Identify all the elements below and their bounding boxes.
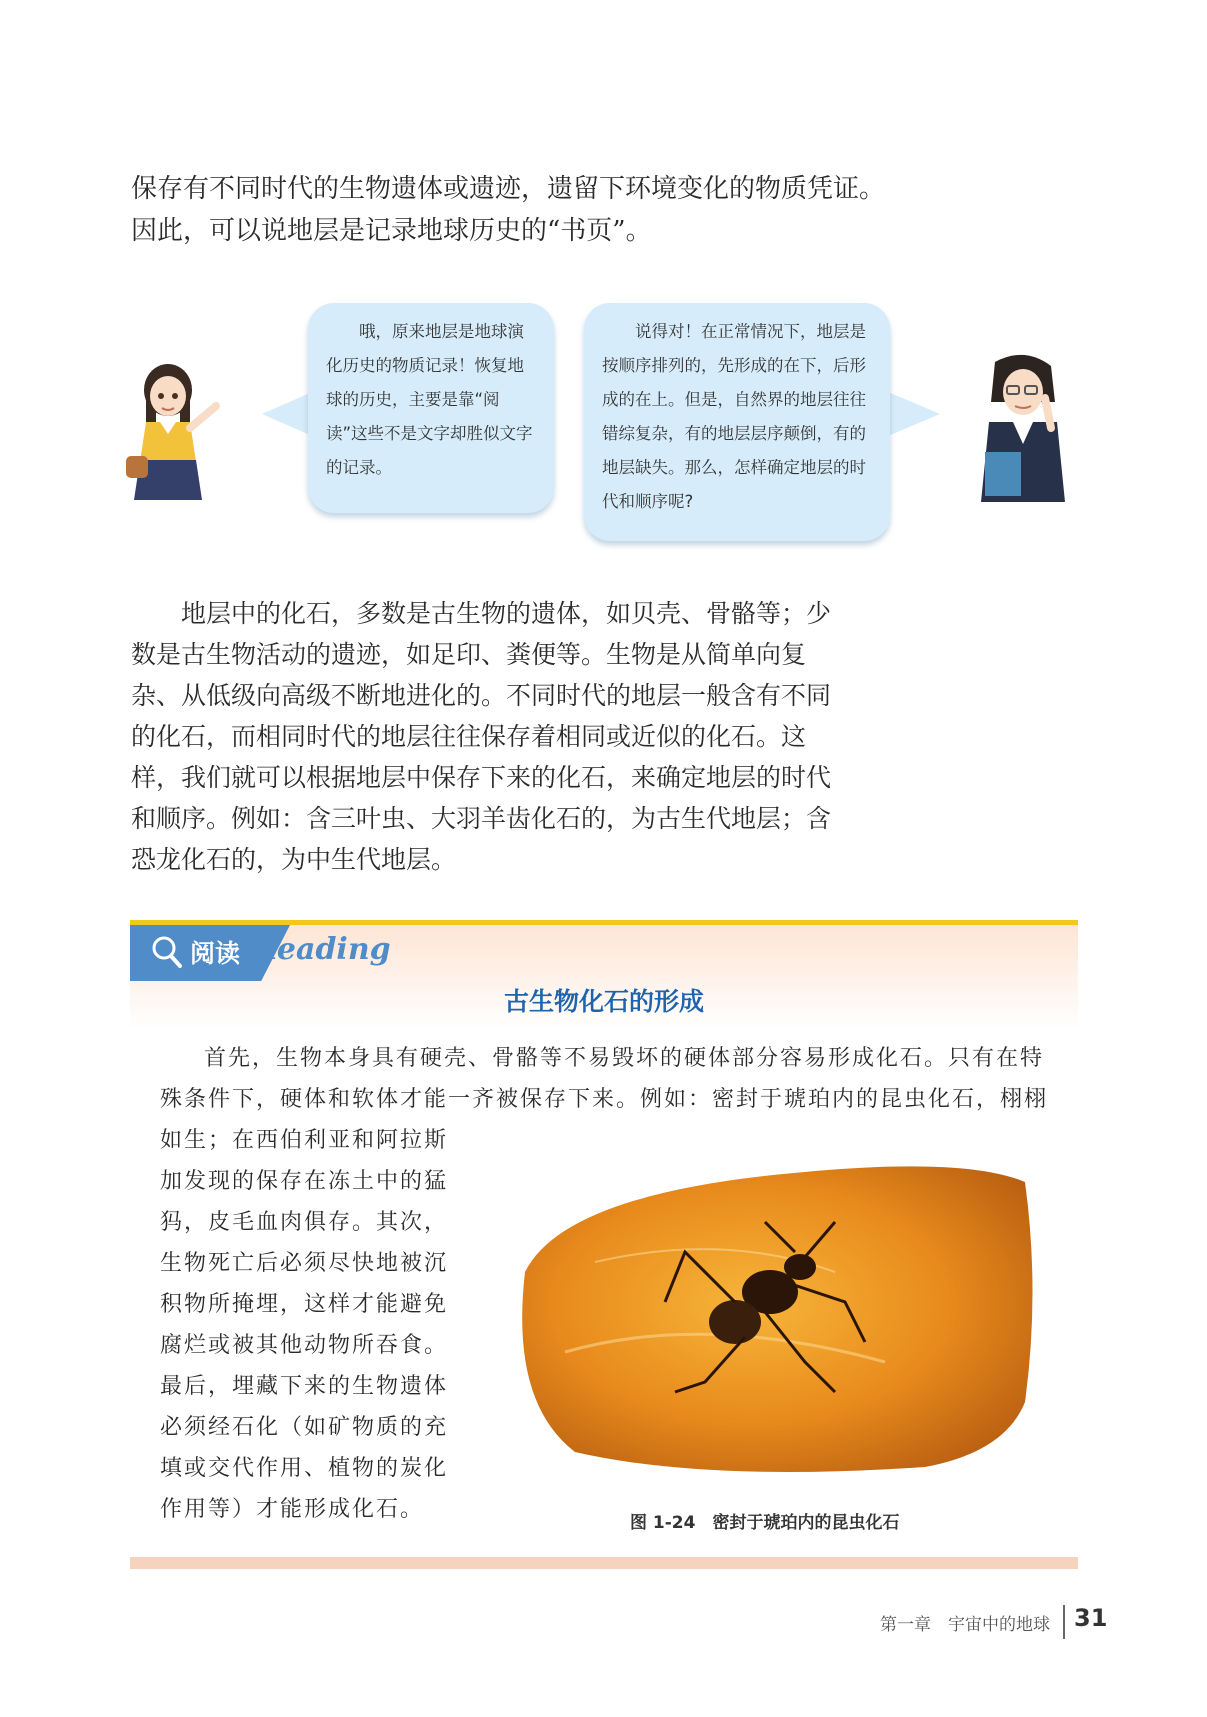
reading-paragraph-1: 首先，生物本身具有硬壳、骨骼等不易毁坏的硬体部分容易形成化石。只有在特殊条件下，硬体和软体才能一齐被保存下来。例如：密封于琥珀内的昆虫化石，栩栩	[160, 1046, 1049, 1112]
intro-text	[131, 168, 891, 252]
figure-caption: 图 1-24 密封于琥珀内的昆虫化石	[630, 1513, 900, 1533]
page-number: 31	[1074, 1604, 1108, 1632]
magnifier-icon	[150, 934, 184, 970]
right-bubble-tail	[888, 392, 940, 436]
intro-line-2: 因此，可以说地层是记录地球历史的“书页”。	[131, 216, 652, 246]
teacher-character-illustration	[965, 352, 1080, 512]
reading-title: 古生物化石的形成	[503, 987, 704, 1016]
reading-bottom-band	[130, 1557, 1078, 1569]
teacher-speech-bubble: 说得对！在正常情况下，地层是按顺序排列的，先形成的在下，后形成的在上。但是，自然界的地层往往错综复杂，有的地层层序颠倒，有的地层缺失。那么，怎样确定地层的时代和顺序呢?	[584, 303, 890, 541]
footer-separator	[1063, 1605, 1065, 1639]
intro-line-1: 保存有不同时代的生物遗体或遗迹，遗留下环境变化的物质凭证。	[131, 174, 886, 204]
amber-insect-photo	[505, 1152, 1040, 1487]
fossil-paragraph: 地层中的化石，多数是古生物的遗体，如贝壳、骨骼等；少数是古生物活动的遗迹，如足印、粪便等。生物是从简单向复杂、从低级向高级不断地进化的。不同时代的地层一般含有不同的化石，而相同时代的地层往往保存着相同或近似的化石。这样，我们就可以根据地层中保存下来的化石，来确定地层的时代和顺序。例如：含三叶虫、大羽羊齿化石的，为古生代地层；含恐龙化石的，为中生代地层。	[131, 599, 832, 874]
reading-label: 阅读	[190, 939, 241, 968]
reading-paragraph-2: 如生；在西伯利亚和阿拉斯加发现的保存在冻土中的猛犸，皮毛血肉俱存。其次，生物死亡后必须尽快地被沉积物所掩埋，这样才能避免腐烂或被其他动物所吞食。最后，埋藏下来的生物遗体必须经石化（如矿物质的充填或交代作用、植物的炭化作用等）才能形成化石。	[160, 1128, 449, 1522]
girl-speech-bubble: 哦，原来地层是地球演化历史的物质记录！恢复地球的历史，主要是靠“阅读”这些不是文字却胜似文字的记录。	[308, 303, 554, 513]
reading-script-label: Reading	[252, 932, 391, 967]
footer-chapter: 第一章 宇宙中的地球	[880, 1615, 1050, 1635]
left-bubble-tail	[262, 392, 312, 436]
girl-character-illustration	[120, 360, 240, 510]
